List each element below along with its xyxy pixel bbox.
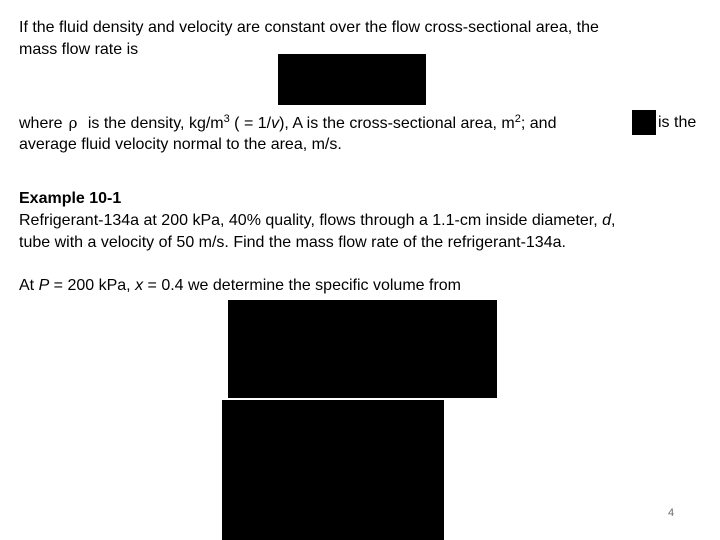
at-line <box>19 275 461 297</box>
page-number: 4 <box>668 507 675 519</box>
specific-volume-symbol: v <box>271 115 280 132</box>
where-text-a: is the density, kg/m <box>83 115 224 132</box>
rho-symbol: ρ <box>68 114 78 132</box>
where-text-is-the: is the <box>658 114 697 131</box>
example-line-1b: , <box>611 212 616 229</box>
where-text-d: ; and <box>520 115 557 132</box>
example-title: Example 10-1 <box>19 190 122 207</box>
example-line-2: tube with a velocity of 50 m/s. Find the mass flow rate of the refrigerant-134a. <box>19 234 566 251</box>
at-text-b: = 200 kPa, <box>49 277 136 294</box>
example-line-1 <box>19 210 616 232</box>
quality-symbol: x <box>135 277 144 294</box>
mass-flow-rate-equation-image <box>278 54 426 105</box>
where-text-c: ), A is the cross-sectional area, m <box>279 115 515 132</box>
at-text-a: At <box>19 277 39 294</box>
intro-line-2: mass flow rate is <box>19 41 139 58</box>
average-velocity-symbol-image <box>632 110 656 135</box>
example-line-1a: Refrigerant-134a at 200 kPa, 40% quality, flows through a 1.1-cm inside diameter, <box>19 212 603 229</box>
diameter-symbol: d <box>602 212 612 229</box>
intro-line-1: If the fluid density and velocity are constant over the flow cross-sectional area, the <box>19 19 599 36</box>
specific-volume-equation-image <box>228 300 497 398</box>
mass-flow-solution-equation-image <box>222 400 444 540</box>
where-lead: where <box>19 115 63 132</box>
where-line-1 <box>19 112 556 136</box>
superscript-3: 3 <box>223 113 230 125</box>
where-text-b: ( = 1/ <box>229 115 272 132</box>
superscript-2: 2 <box>514 113 521 125</box>
pressure-symbol: P <box>38 277 50 294</box>
at-text-c: = 0.4 we determine the specific volume from <box>143 277 461 294</box>
where-line-2: average fluid velocity normal to the area, m/s. <box>19 136 342 153</box>
